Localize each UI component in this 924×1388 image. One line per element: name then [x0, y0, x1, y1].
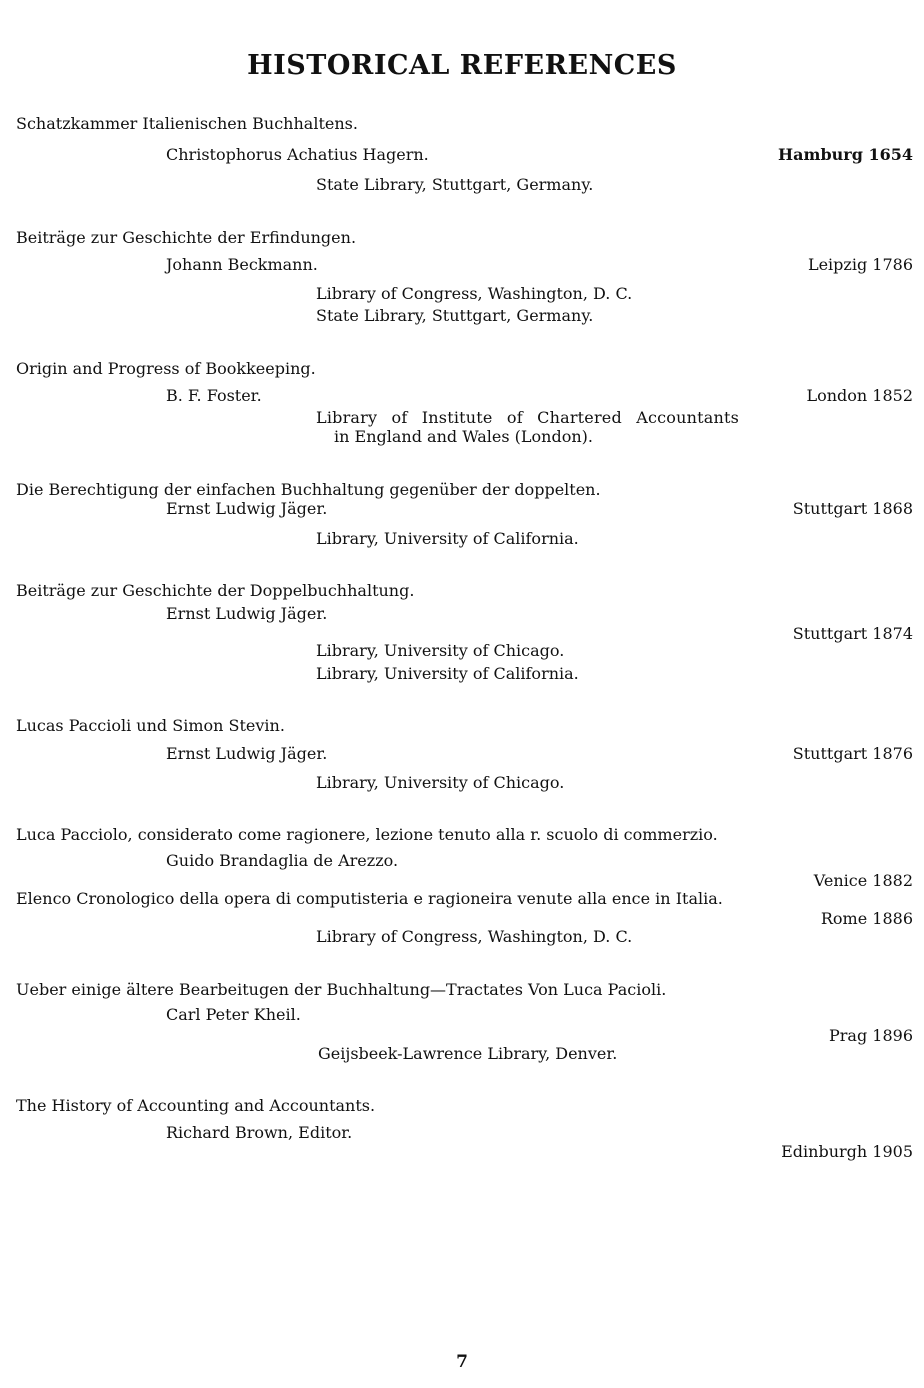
- author: Christophorus Achatius Hagern.: [166, 145, 429, 164]
- work-title: Luca Pacciolo, considerato come ragionere, lezione tenuto alla r. scuolo di commerzio.: [16, 825, 718, 844]
- author: Johann Beckmann.: [166, 255, 318, 274]
- work-title: Beiträge zur Geschichte der Doppelbuchhaltung.: [16, 581, 415, 600]
- library-location: Library, University of California.: [316, 664, 579, 683]
- place-year: Stuttgart 1876: [792, 744, 913, 763]
- place-year: Stuttgart 1874: [792, 624, 913, 643]
- place-year: London 1852: [806, 386, 913, 405]
- library-location: State Library, Stuttgart, Germany.: [316, 175, 594, 194]
- library-location: Library of Congress, Washington, D. C.: [316, 927, 633, 946]
- library-location: Geijsbeek-Lawrence Library, Denver.: [318, 1044, 618, 1063]
- work-title: Origin and Progress of Bookkeeping.: [16, 359, 316, 378]
- page-title: HISTORICAL REFERENCES: [247, 50, 677, 81]
- author: B. F. Foster.: [166, 386, 262, 405]
- work-title: Elenco Cronologico della opera di computisteria e ragioneira venute alla ence in Italia.: [16, 889, 723, 908]
- work-title: Beiträge zur Geschichte der Erfindungen.: [16, 228, 357, 247]
- place-year: Stuttgart 1868: [792, 499, 913, 518]
- place-year: Hamburg 1654: [778, 145, 913, 164]
- work-title: Die Berechtigung der einfachen Buchhaltung gegenüber der doppelten.: [16, 480, 601, 499]
- library-location: State Library, Stuttgart, Germany.: [316, 306, 594, 325]
- place-year: Prag 1896: [829, 1026, 913, 1045]
- author: Richard Brown, Editor.: [166, 1123, 353, 1142]
- work-title: Ueber einige ältere Bearbeitugen der Buchhaltung—Tractates Von Luca Pacioli.: [16, 980, 667, 999]
- author: Guido Brandaglia de Arezzo.: [166, 851, 399, 870]
- library-location: Library, University of California.: [316, 529, 579, 548]
- place-year: Rome 1886: [820, 909, 913, 928]
- library-location: in England and Wales (London).: [334, 427, 593, 446]
- author: Ernst Ludwig Jäger.: [166, 604, 328, 623]
- work-title: Lucas Paccioli und Simon Stevin.: [16, 716, 285, 735]
- page-number: 7: [456, 1352, 468, 1372]
- library-location: Library of Institute of Chartered Accountants: [316, 408, 740, 427]
- place-year: Venice 1882: [813, 871, 913, 890]
- author: Ernst Ludwig Jäger.: [166, 744, 328, 763]
- library-location: Library of Congress, Washington, D. C.: [316, 284, 633, 303]
- library-location: Library, University of Chicago.: [316, 773, 565, 792]
- work-title: Schatzkammer Italienischen Buchhaltens.: [16, 114, 358, 133]
- author: Carl Peter Kheil.: [166, 1005, 301, 1024]
- author: Ernst Ludwig Jäger.: [166, 499, 328, 518]
- library-location: Library, University of Chicago.: [316, 641, 565, 660]
- place-year: Leipzig 1786: [807, 255, 913, 274]
- place-year: Edinburgh 1905: [781, 1142, 913, 1161]
- work-title: The History of Accounting and Accountants.: [16, 1096, 376, 1115]
